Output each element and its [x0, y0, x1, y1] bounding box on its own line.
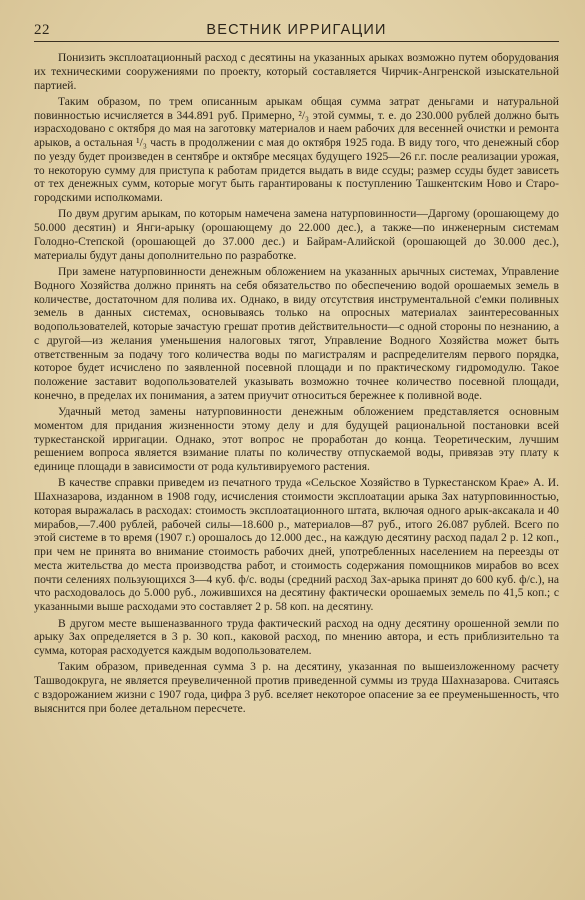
paragraph-7: В другом месте вышеназванного труда фактический расход на одну десятину орошенной земли по арыку Зах определяется в 3 р. 30 коп., каковой расход, по мнению автора, и есть приблизительно та сумма, которая расходуется каждым водопользователем. — [34, 617, 559, 658]
journal-title: ВЕСТНИК ИРРИГАЦИИ — [206, 22, 387, 38]
paragraph-1: Понизить эксплоатационный расход с десятины на указанных арыках возможно путем оборудования их техническими сооружениями по проекту, который составляется Чирчик-Ангренской изыскательной партией. — [34, 52, 559, 92]
paragraph-2: Таким образом, по трем описанным арыкам общая сумма затрат деньгами и натуральной повинностью исчисляется в 344.891 руб. Примерно, ²/₃ этой суммы, т. е. до 230.000 рублей должно быть израсходовано с октября до мая на заготовку материалов и наем рабочих для весенней очистки и ремонта арыков, а остальная ¹/₃ часть в продолжении с мая до октября 1925 года. В виду того, что денежный сбор по уезду будет произведен в сентябре и октябре месяцах будущего 1925—26 г.г. после реализации урожая, то некоторую сумму для приступа к работам придется выдать в виде ссуды; размер ссуды будет зависеть от тех денежных сумм, которые могут быть гарантированы к поступлению Ташкентским Ново и Старо-городскими исполкомами. — [34, 95, 559, 205]
paragraph-5: Удачный метод замены натурповинности денежным обложением представляется основным моментом для придания жизненности этому делу и для будущей рациональной постановки всей туркестанской ирригации. Однако, этот вопрос не проработан до конца. Теоретическим, лучшим решением вопроса является взимание платы по количеству отпускаемой воды, привязав эту плату к единице площади в зависимости от рода культивируемого растения. — [34, 406, 559, 474]
page-number: 22 — [34, 22, 50, 38]
paragraph-4: При замене натурповинности денежным обложением на указанных арычных системах, Управление Водного Хозяйства должно принять на себя обязательство по обеспечению водой орошаемых земель в количестве, достаточном для полива их. Однако, в виду отсутствия инструментальной с'емки поливных земель в данных системах, основываясь только на опросных материалах заинтересованных водопользователей, которые зачастую грешат против действительности—с одной стороны по незнанию, а с другой—из желания уменьшения налоговых тягот, Управление Водного Хозяйства может быть ответственным за подачу того количества воды по магистралям и распределителям первого порядка, которое будет исчислено по заявленной посевной площади и по практическому гидромодулю. Такое положение заставит водопользователей указывать возможно точнее количество посевной площади, конечно, в пределах их понимания, а затем приучит относиться бережнее к поливной воде. — [34, 266, 559, 402]
paragraph-6: В качестве справки приведем из печатного труда «Сельское Хозяйство в Туркестанском Крае» А. И. Шахназарова, изданном в 1908 году, исчисления стоимости эксплоатации арыка Зах натурповинностью, которая выражалась в расходах: стоимость эксплоатационного штата, включая одного арык-аксакала и 40 мирабов,—7.400 рублей, рабочей силы—18.600 р., материалов—87 руб., итого 26.087 рублей. Всего по этой системе в то время (1907 г.) орошалось до 12.000 дес., на каждую десятину расход падал 2 р. 12 коп., при чем не принята во внимание стоимость рабочих дней, употребленных населением на переезды от места жительства до места производства работ, и стоимость содержания помощников мирабов во всех почти селениях пользующихся 3—4 куб. ф/с. воды (средний расход Зах-арыка принят до 600 куб. ф/с.), на что расходовалось до 5.000 руб., ложившихся на десятину фактически орошаемых земель по 41,5 коп.; с указанными выше расходами это составляет 2 р. 58 коп. на десятину. — [34, 477, 559, 614]
article-body — [34, 52, 559, 716]
running-head — [34, 22, 559, 42]
paragraph-8: Таким образом, приведенная сумма 3 р. на десятину, указанная по вышеизложенному расчету Ташводокруга, не является преувеличенной против приведенной суммы из труда Шахназарова. Считаясь с вздорожанием жизни с 1907 года, цифра 3 руб. вселяет некоторое опасение за ее преуменьшенность, что выяснится при более детальном пересчете. — [34, 661, 559, 715]
paragraph-3: По двум другим арыкам, по которым намечена замена натурповинности—Даргому (орошающему до 50.000 десятин) и Янги-арыку (орошающему до 22.000 дес.), а также—по инженерным системам Голодно-Степской (орошающей до 37.000 дес.) и Байрам-Алийской (орошающей до 30.000 дес.), материалы будут даны дополнительно по разработке. — [34, 208, 559, 262]
